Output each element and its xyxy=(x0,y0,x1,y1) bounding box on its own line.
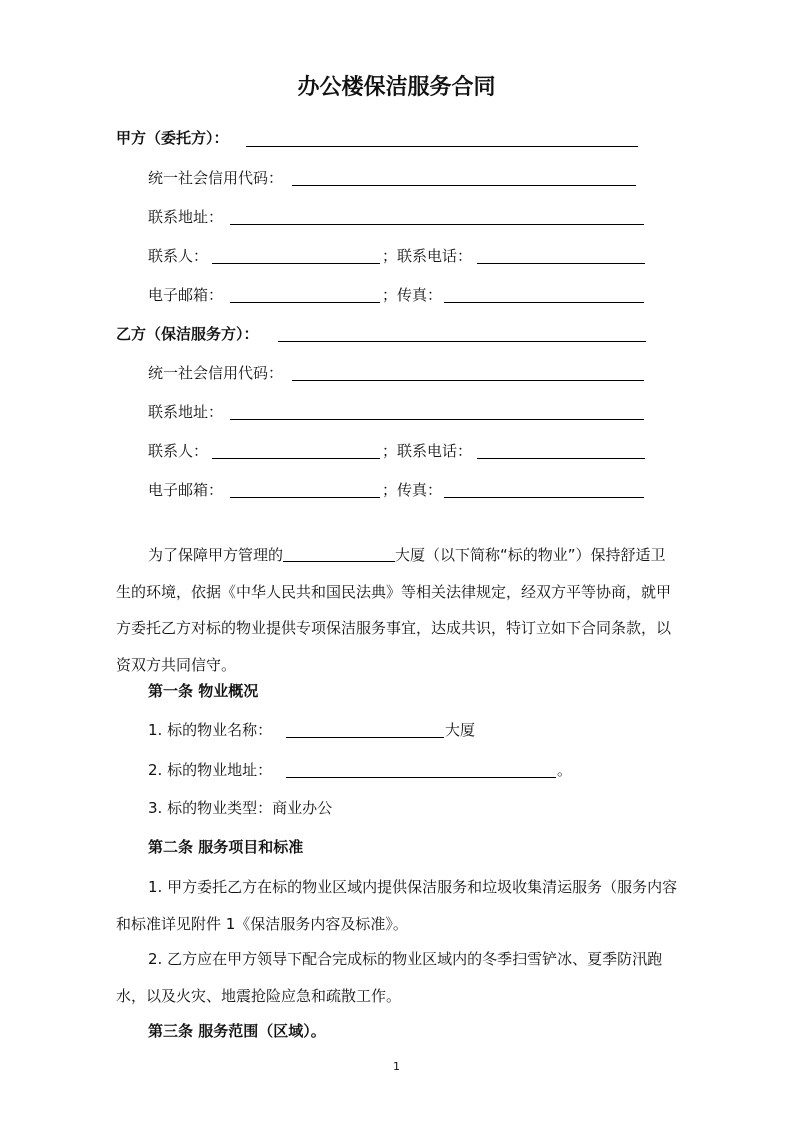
party-b-contact-blank xyxy=(212,458,380,459)
party-a-fax-blank xyxy=(444,302,644,303)
party-b-address-label: 联系地址： xyxy=(148,403,224,421)
party-b-address-blank xyxy=(230,419,644,420)
party-b-email-blank xyxy=(230,497,380,498)
party-a-heading: 甲方（委托方）： xyxy=(116,129,229,147)
party-b-email-label: 电子邮箱： xyxy=(148,481,224,499)
article-1-item-2-suffix: 。 xyxy=(557,761,573,779)
party-a-phone-blank xyxy=(477,263,645,264)
preamble-paragraph xyxy=(116,537,678,683)
party-a-email-blank xyxy=(230,302,380,303)
property-name-blank xyxy=(286,737,444,738)
article-2-heading: 第二条 服务项目和标准 xyxy=(148,838,304,856)
article-1-item-3: 3. 标的物业类型：商业办公 xyxy=(148,799,333,817)
party-a-contact-blank xyxy=(212,263,380,264)
party-a-contact-label: 联系人： xyxy=(148,247,209,265)
article-1-item-1-label: 1. 标的物业名称： xyxy=(148,721,273,739)
party-b-credit-code-label: 统一社会信用代码： xyxy=(148,364,284,382)
party-b-name-blank xyxy=(278,341,646,342)
party-a-credit-code-blank xyxy=(292,185,636,186)
document-title: 办公楼保洁服务合同 xyxy=(297,74,496,100)
party-b-contact-label: 联系人： xyxy=(148,442,209,460)
party-b-phone-label: ；联系电话： xyxy=(382,442,473,460)
party-a-fax-label: ；传真： xyxy=(382,286,443,304)
article-1-item-2-label: 2. 标的物业地址： xyxy=(148,761,273,779)
party-a-email-label: 电子邮箱： xyxy=(148,286,224,304)
article-3-heading: 第三条 服务范围（区域）。 xyxy=(148,1022,326,1040)
party-b-fax-label: ；传真： xyxy=(382,481,443,499)
article-2-item-1: 1. 甲方委托乙方在标的物业区域内提供保洁服务和垃圾收集清运服务（服务内容和标准详见附件 1《保洁服务内容及标准》。 xyxy=(116,878,678,933)
party-b-credit-code-blank xyxy=(292,380,644,381)
article-2-item-2: 2. 乙方应在甲方领导下配合完成标的物业区域内的冬季扫雪铲冰、夏季防汛跑水，以及火灾、地震抢险应急和疏散工作。 xyxy=(116,950,663,1005)
page-number: 1 xyxy=(393,1060,400,1073)
party-a-address-label: 联系地址： xyxy=(148,208,224,226)
article-1-heading: 第一条 物业概况 xyxy=(148,682,259,700)
party-b-heading: 乙方（保洁服务方）： xyxy=(116,325,259,343)
party-a-name-blank xyxy=(246,146,638,147)
party-b-fax-blank xyxy=(444,497,644,498)
party-b-phone-blank xyxy=(477,458,645,459)
article-1-item-1-suffix: 大厦 xyxy=(445,721,476,739)
party-a-address-blank xyxy=(230,224,644,225)
property-address-blank xyxy=(286,777,556,778)
party-a-credit-code-label: 统一社会信用代码： xyxy=(148,169,284,187)
preamble-part2: 大厦（以下简称“标的物业”）保持舒适卫生的环境，依据《中华人民共和国民法典》等相关法律规定，经双方平等协商，就甲方委托乙方对标的物业提供专项保洁服务事宜，达成共识，特订立如下合同条款，以资双方共同信守。 xyxy=(116,546,672,674)
party-a-phone-label: ；联系电话： xyxy=(382,247,473,265)
preamble-part1: 为了保障甲方管理的 xyxy=(148,546,284,564)
building-name-blank xyxy=(283,545,395,562)
